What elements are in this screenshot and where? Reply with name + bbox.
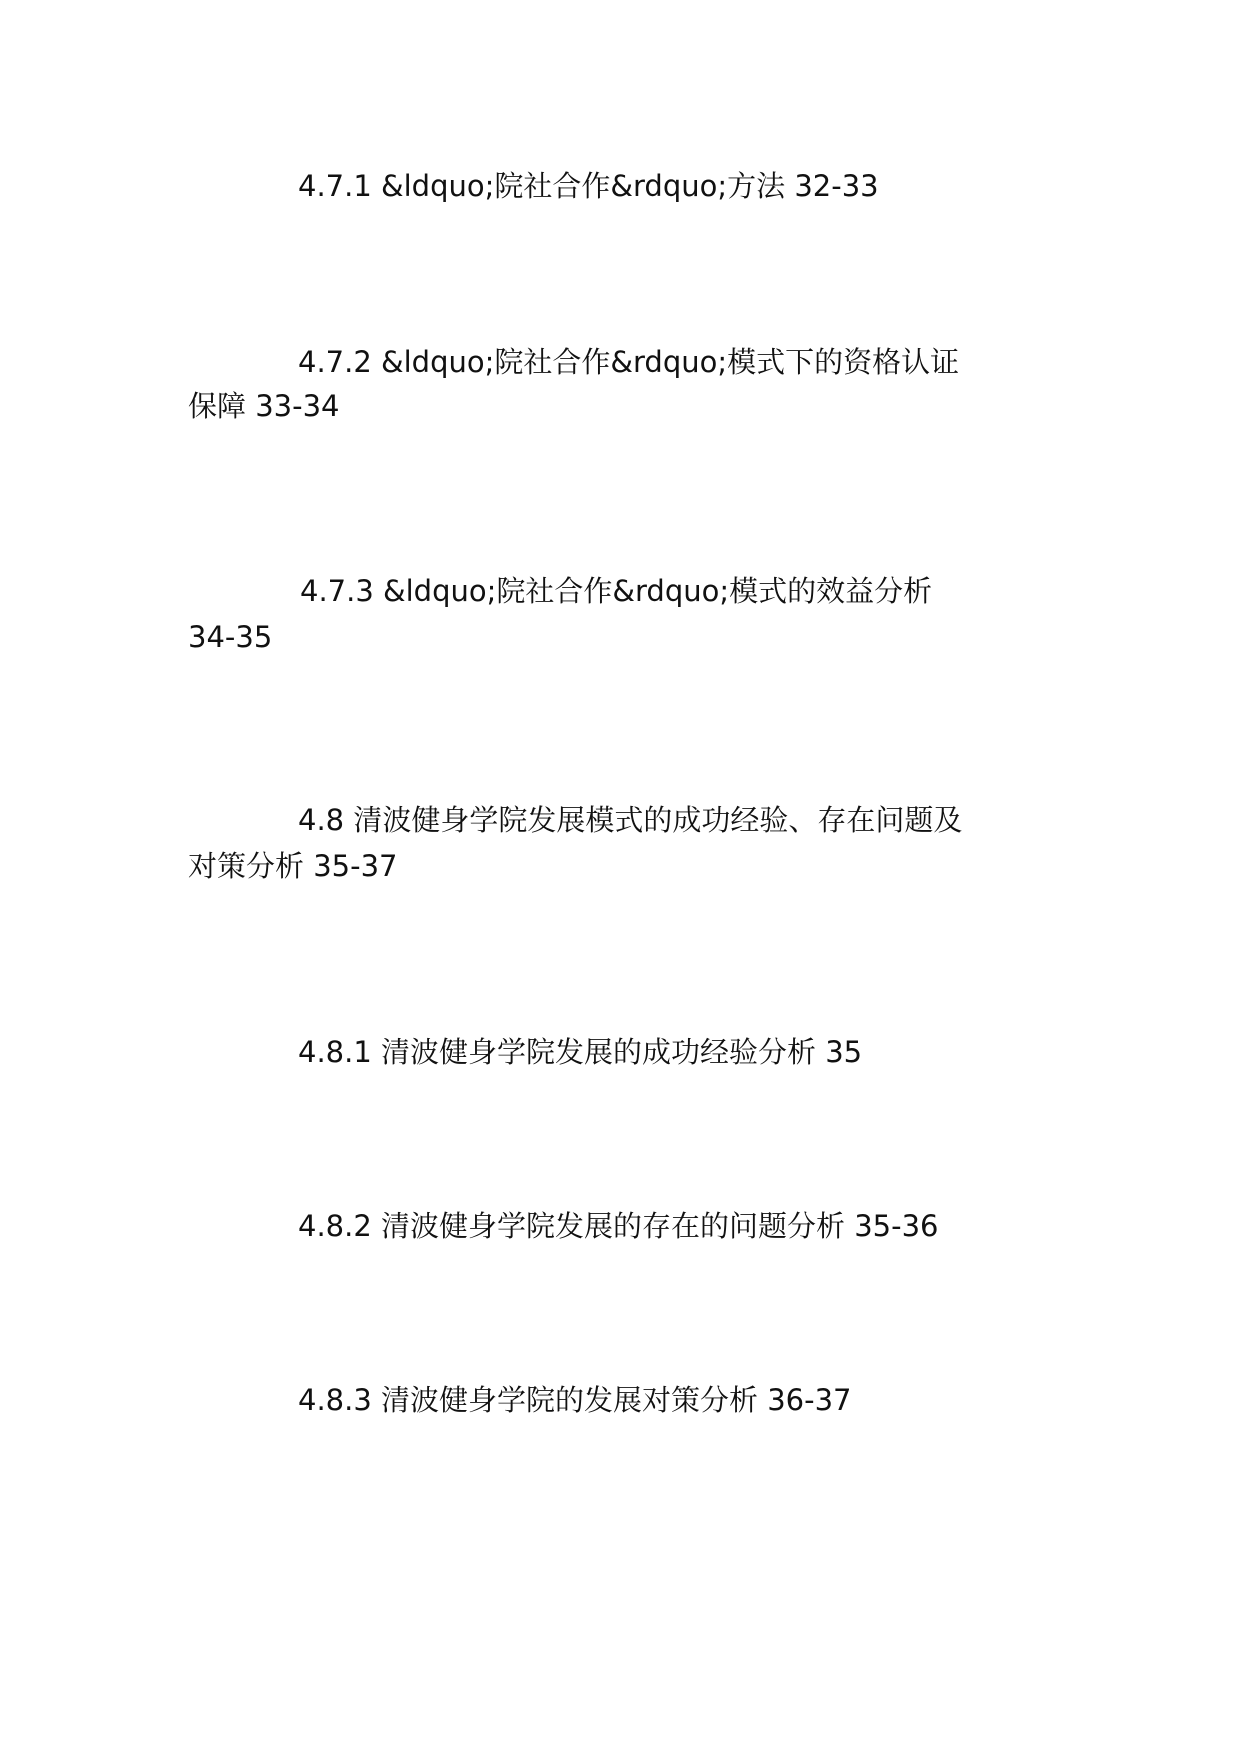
toc-entry-text-continued: 保障 33-34 bbox=[188, 389, 340, 423]
toc-entry-text: 4.7.2 &ldquo;院社合作&rdquo;模式下的资格认证 bbox=[298, 345, 960, 379]
toc-entry-text: 4.8.2 清波健身学院发展的存在的问题分析 35-36 bbox=[298, 1209, 939, 1243]
toc-entry-text: 4.7.3 &ldquo;院社合作&rdquo;模式的效益分析 bbox=[300, 574, 933, 608]
toc-entry-text: 4.8 清波健身学院发展模式的成功经验、存在问题及 bbox=[298, 803, 963, 837]
toc-entry-text-continued: 对策分析 35-37 bbox=[188, 849, 398, 883]
toc-entry-text-continued: 34-35 bbox=[188, 620, 273, 654]
toc-entry-text: 4.8.3 清波健身学院的发展对策分析 36-37 bbox=[298, 1383, 852, 1417]
toc-entry-text: 4.8.1 清波健身学院发展的成功经验分析 35 bbox=[298, 1035, 863, 1069]
toc-entry-text: 4.7.1 &ldquo;院社合作&rdquo;方法 32-33 bbox=[298, 169, 879, 203]
